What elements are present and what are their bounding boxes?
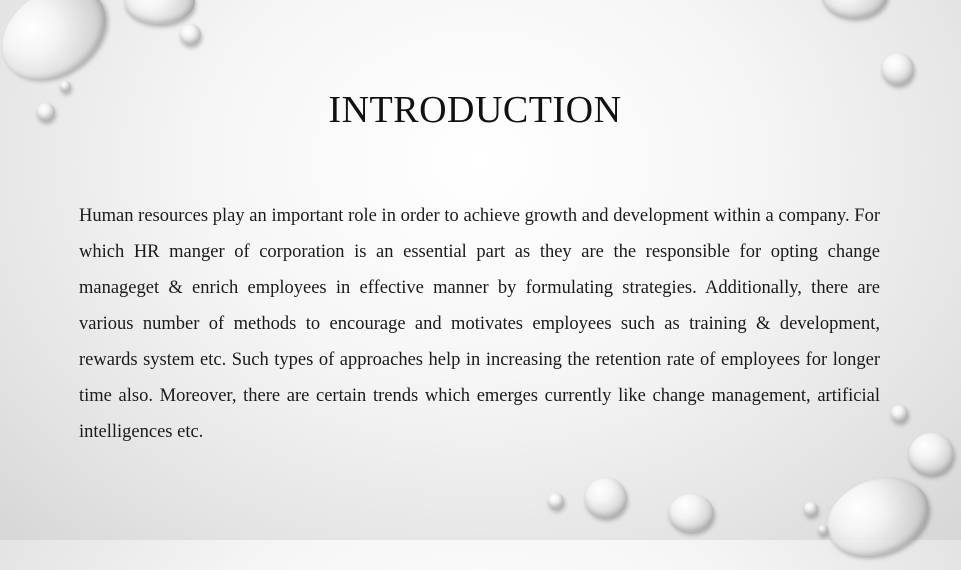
bubble-decoration [180, 24, 201, 45]
bubble-decoration [669, 494, 714, 532]
bubble-decoration [816, 464, 939, 569]
bubble-decoration [818, 525, 828, 535]
bubble-decoration [822, 0, 888, 18]
bubble-decoration [585, 478, 627, 518]
bubble-decoration [548, 493, 564, 509]
slide-body-text: Human resources play an important role in order to achieve growth and development within a company. For which HR manger of corporation is an essential part as they are the responsible for opting change manageget & enrich employees in effective manner by formulating strategies. Additionally, there are various number of methods to encourage and motivates employees such as training & development, rewards system etc. Such types of approaches help in increasing the retention rate of employees for longer time also. Moreover, there are certain trends which emerges currently like change management, artificial intelligences etc. [79, 206, 880, 442]
bubble-decoration [804, 502, 818, 516]
bubble-decoration [909, 433, 954, 475]
bubble-decoration [882, 53, 914, 85]
bubble-decoration [891, 405, 908, 422]
bubble-decoration [125, 0, 195, 24]
slide-title: INTRODUCTION [328, 89, 622, 131]
